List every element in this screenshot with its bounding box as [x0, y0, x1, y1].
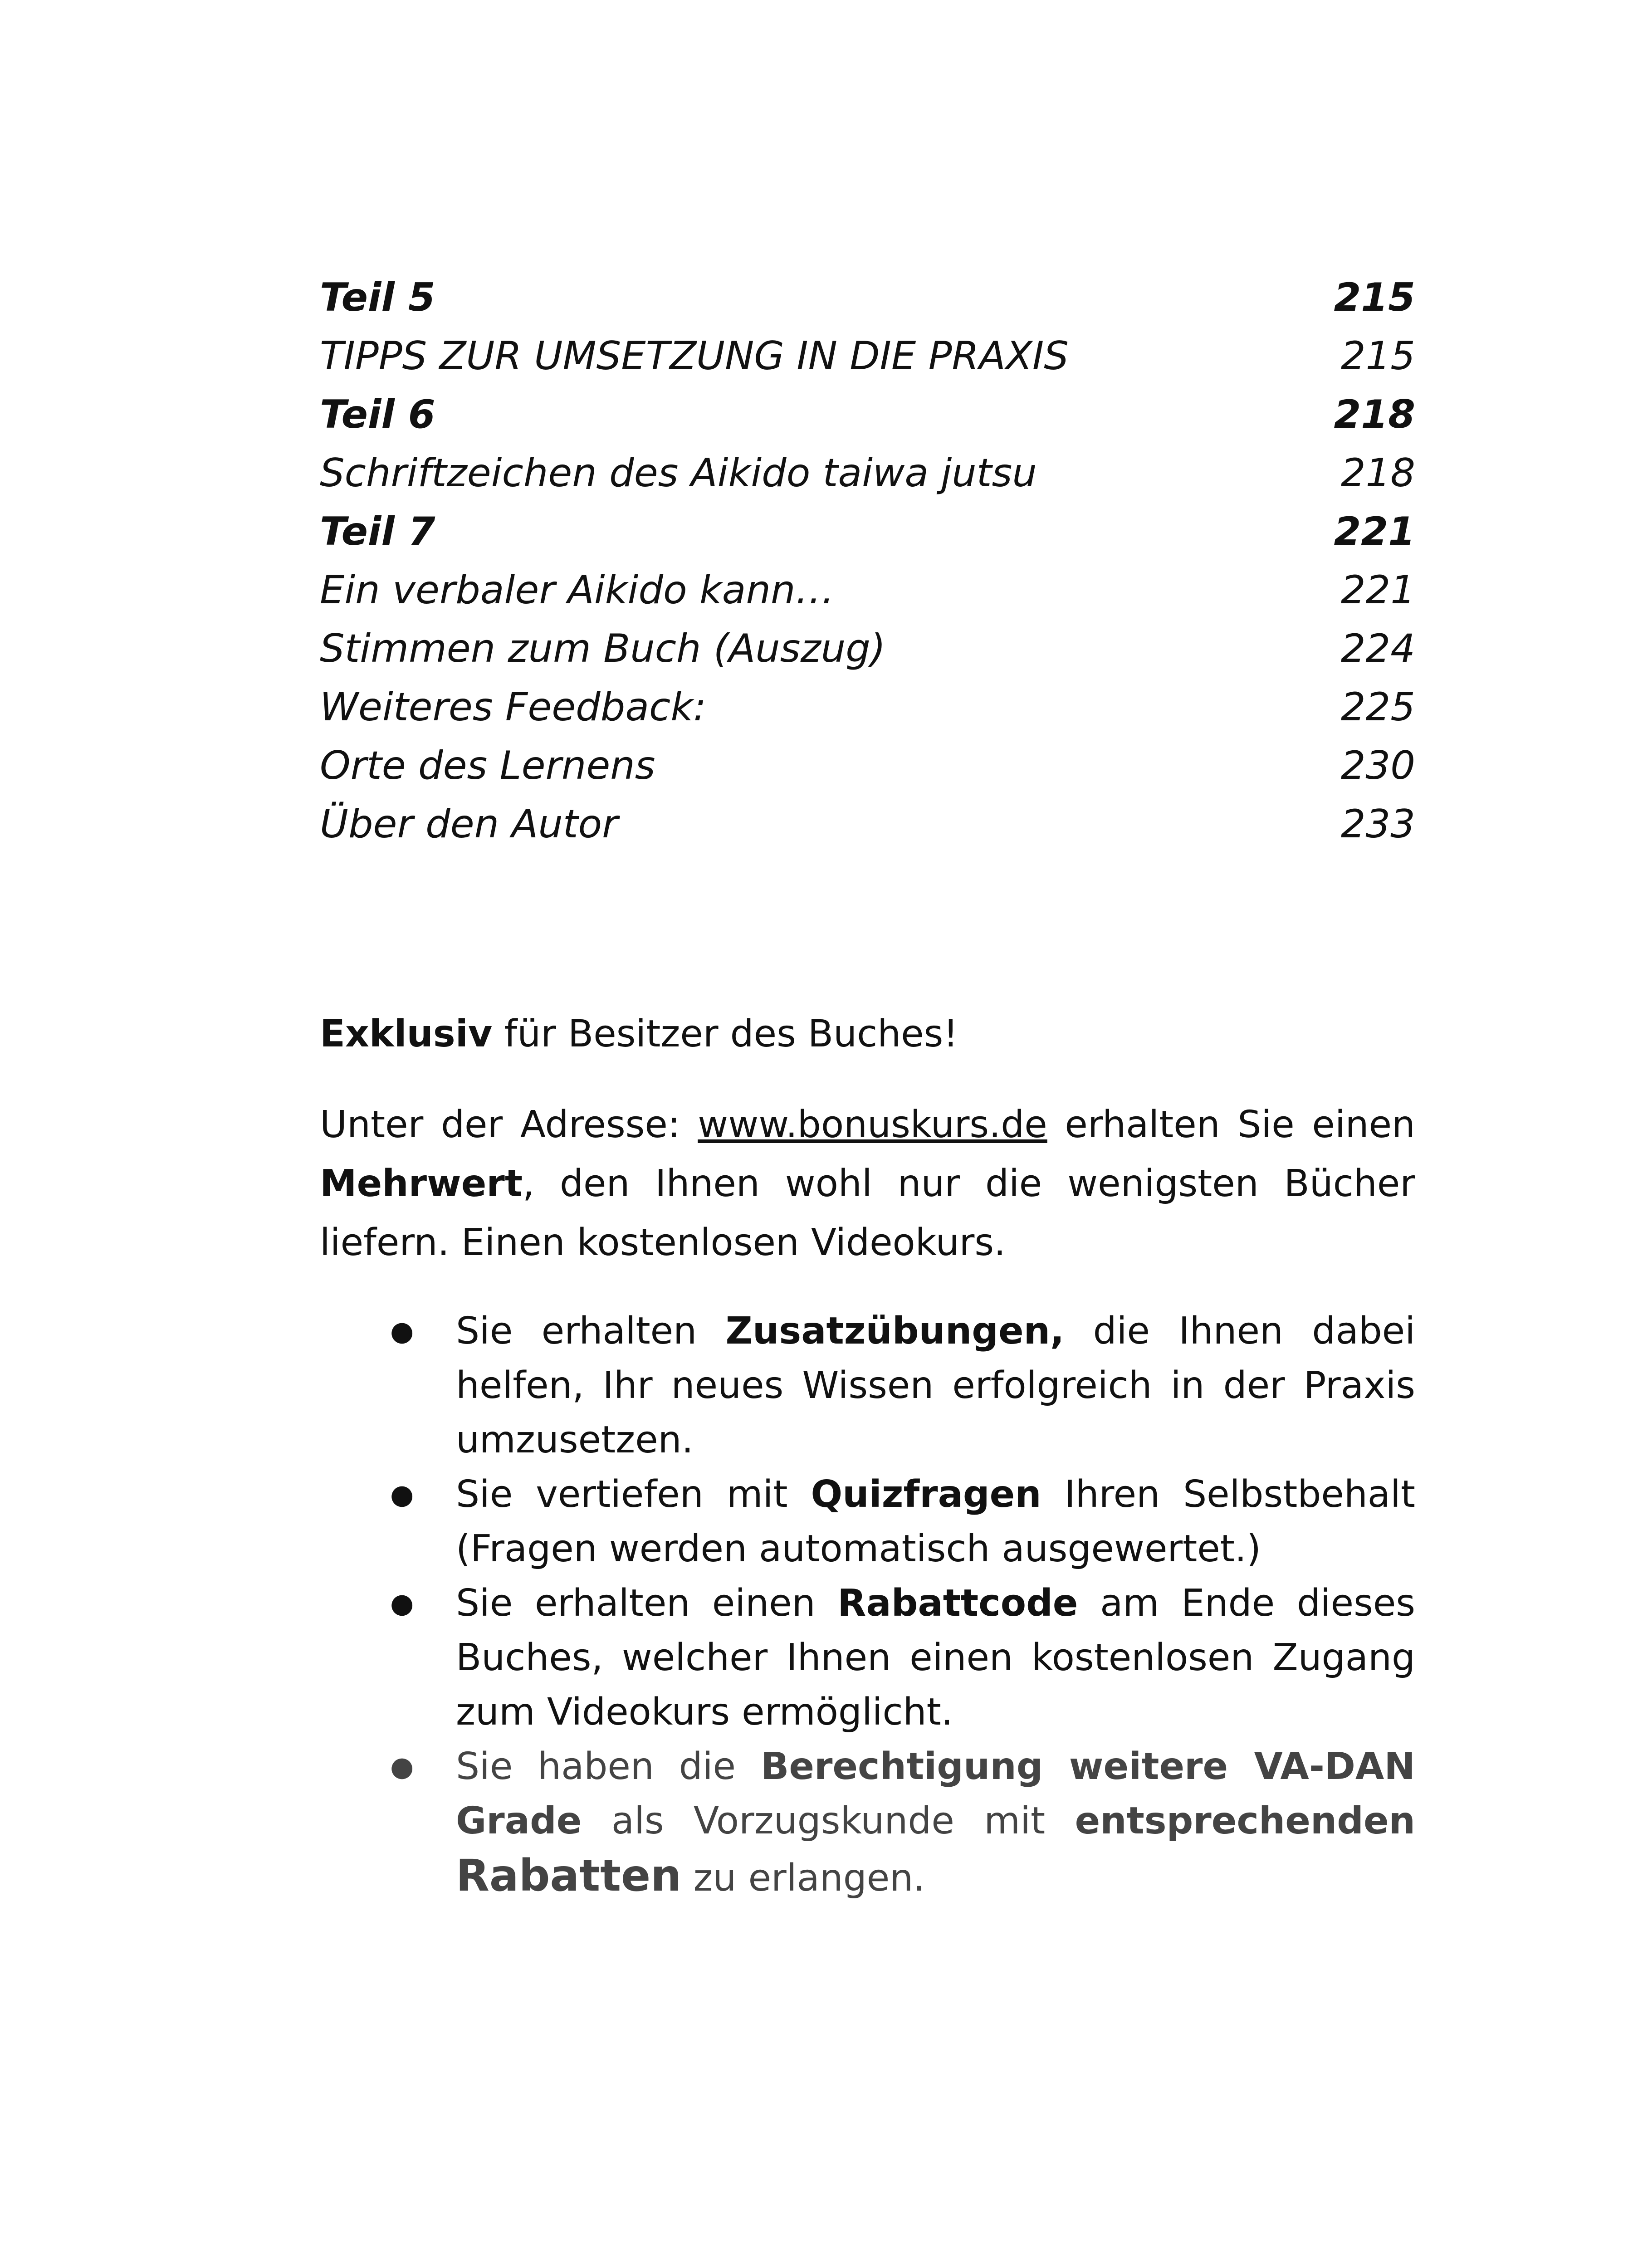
list-item — [320, 1740, 1415, 1906]
toc-row — [320, 269, 1415, 327]
list-item-bold: Quizfragen — [811, 1473, 1041, 1516]
toc-row — [320, 795, 1415, 854]
list-item-text: zu erlangen. — [681, 1857, 925, 1900]
toc-entry-page: 233 — [1340, 802, 1415, 847]
intro-text-2: erhalten Sie einen — [1047, 1103, 1415, 1146]
intro-bold: Mehrwert — [320, 1162, 523, 1205]
toc-entry-page: 215 — [1334, 275, 1415, 320]
intro-text-1: Unter der Adresse: — [320, 1103, 698, 1146]
list-item — [320, 1467, 1415, 1576]
toc-row — [320, 620, 1415, 678]
bullet-icon: ● — [390, 1315, 414, 1347]
exclusive-line — [320, 1005, 1415, 1064]
toc-entry-title: Schriftzeichen des Aikido taiwa jutsu — [320, 450, 1037, 496]
toc-row — [320, 678, 1415, 737]
intro-paragraph — [320, 1095, 1415, 1272]
list-item-large-bold: Rabatten — [456, 1850, 682, 1901]
toc-entry-title: TIPPS ZUR UMSETZUNG IN DIE PRAXIS — [320, 333, 1069, 379]
list-item-text: Sie erhalten einen — [456, 1582, 838, 1625]
toc-entry-title: Ein verbaler Aikido kann… — [320, 567, 835, 613]
bullet-icon: ● — [390, 1751, 414, 1783]
toc-entry-page: 225 — [1340, 684, 1415, 730]
list-item-text: Ihren Selbstbehalt (Fragen werden automatisch ausgewertet.) — [456, 1473, 1415, 1570]
toc-entry-page: 215 — [1340, 333, 1415, 379]
list-item — [320, 1304, 1415, 1467]
toc-entry-title: Über den Autor — [320, 802, 618, 847]
list-item-bold: Zusatzübungen, — [725, 1310, 1065, 1353]
list-item-bold: Rabattcode — [837, 1582, 1078, 1625]
toc-entry-page: 218 — [1334, 392, 1415, 437]
list-item-bold: Berechtigung weitere VA-DAN Grade — [456, 1745, 1416, 1843]
table-of-contents — [320, 269, 1415, 854]
list-item-text: Sie vertiefen mit — [456, 1473, 811, 1516]
toc-entry-title: Teil 7 — [320, 509, 435, 554]
bonuskurs-link[interactable]: www.bonuskurs.de — [698, 1103, 1047, 1146]
toc-entry-title: Orte des Lernens — [320, 743, 655, 788]
list-item — [320, 1576, 1415, 1740]
exclusive-bold: Exklusiv — [320, 1012, 493, 1056]
exclusive-text: für Besitzer des Buches! — [492, 1012, 958, 1056]
list-item-text: die Ihnen dabei helfen, Ihr neues Wissen erfolgreich in der Praxis umzusetzen. — [456, 1310, 1415, 1461]
list-item-bold: entsprechenden — [1075, 1799, 1415, 1843]
toc-entry-page: 218 — [1340, 450, 1415, 496]
toc-entry-title: Teil 6 — [320, 392, 435, 437]
toc-entry-page: 221 — [1340, 567, 1415, 613]
list-item-text: als Vorzugskunde mit — [582, 1799, 1075, 1843]
bullet-icon: ● — [390, 1479, 414, 1510]
toc-entry-page: 221 — [1334, 509, 1415, 554]
bullet-icon: ● — [390, 1588, 414, 1619]
toc-row — [320, 737, 1415, 795]
toc-entry-title: Teil 5 — [320, 275, 435, 320]
list-item-text: am Ende dieses Buches, welcher Ihnen einen kostenlosen Zugang zum Videokurs ermöglicht. — [456, 1582, 1415, 1734]
intro-text-3: , den Ihnen wohl nur die wenigsten Bücher liefern. Einen kostenlosen Videokurs. — [320, 1162, 1415, 1264]
list-item-text: Sie haben die — [456, 1745, 761, 1788]
toc-entry-title: Weiteres Feedback: — [320, 684, 707, 730]
bonus-section — [320, 1005, 1415, 1906]
toc-entry-title: Stimmen zum Buch (Auszug) — [320, 626, 886, 671]
toc-entry-page: 224 — [1340, 626, 1415, 671]
list-item-text: Sie erhalten — [456, 1310, 726, 1353]
toc-row — [320, 503, 1415, 561]
toc-row — [320, 561, 1415, 620]
toc-row — [320, 327, 1415, 386]
toc-row — [320, 386, 1415, 444]
toc-entry-page: 230 — [1340, 743, 1415, 788]
toc-row — [320, 444, 1415, 503]
benefit-list — [320, 1304, 1415, 1906]
